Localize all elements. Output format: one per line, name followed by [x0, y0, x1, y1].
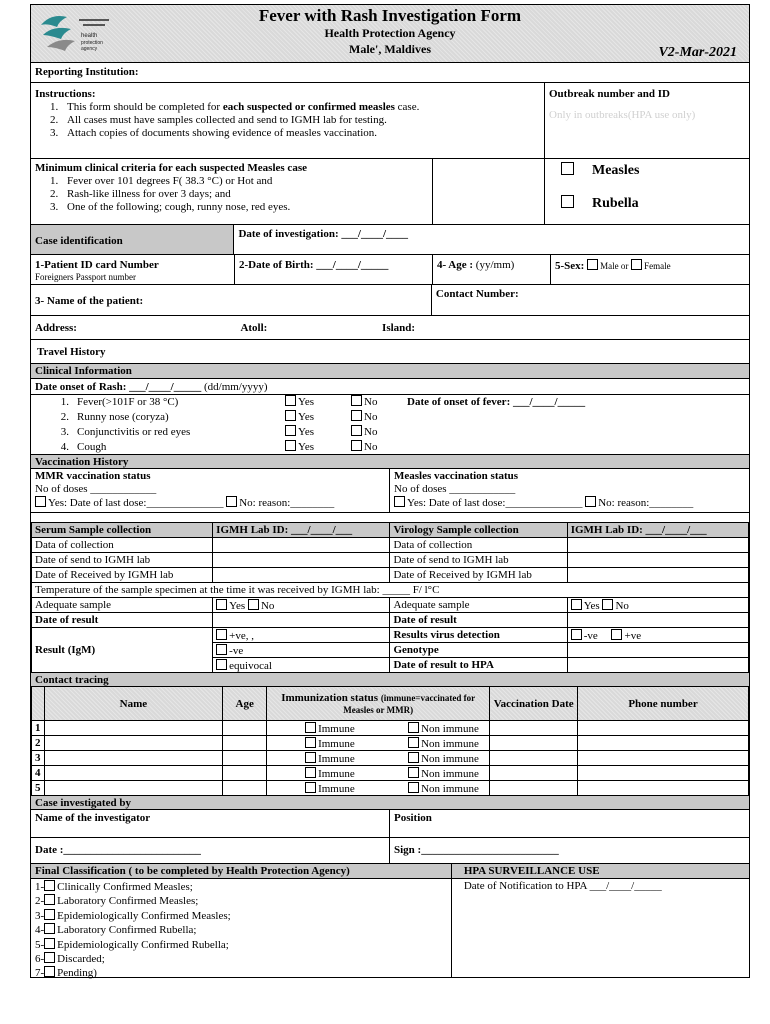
result-igm-label: Result (IgM) [32, 628, 213, 673]
serum-collection-label: Data of collection [32, 538, 213, 553]
symptom-row: 4. Cough Yes No [60, 441, 378, 453]
position-field[interactable]: Position [394, 812, 432, 824]
classification-checkbox[interactable] [44, 909, 55, 920]
instruction-item: 2. All cases must have samples collected and send to IGMH lab for testing. [61, 114, 540, 127]
table-row: 2 Immune Non immune [32, 736, 749, 751]
genotype-label: Genotype [390, 643, 567, 658]
virology-send-field[interactable] [567, 553, 748, 568]
classification-checkbox[interactable] [44, 966, 55, 977]
col-phone: Phone number [578, 687, 749, 721]
contact-tracing-heading: Contact tracing [35, 674, 109, 686]
patient-name-field[interactable]: 3- Name of the patient: [31, 285, 432, 315]
genotype-field[interactable] [567, 643, 748, 658]
clinical-heading-row [31, 364, 749, 379]
notification-date-field[interactable]: Date of Notification to HPA ___/____/_____ [463, 880, 662, 892]
classification-checkbox[interactable] [44, 952, 55, 963]
patient-id-field[interactable] [31, 255, 235, 284]
reporting-institution-field[interactable]: Reporting Institution: [35, 66, 139, 78]
igm-positive-checkbox[interactable] [216, 629, 227, 640]
hpa-surveillance-heading: HPA SURVEILLANCE USE [452, 864, 749, 879]
vaccination-heading-row [31, 455, 749, 469]
rash-onset-field[interactable]: Date onset of Rash: ___/____/_____ (dd/mm/yyyy) [35, 381, 268, 393]
investigator-name-field[interactable]: Name of the investigator [31, 810, 390, 837]
investigation-form [30, 4, 750, 978]
outbreak-block [545, 83, 749, 158]
classification-checkbox[interactable] [44, 894, 55, 905]
yes-checkbox[interactable] [285, 425, 296, 436]
virology-send-label: Date of send to IGMH lab [390, 553, 567, 568]
travel-row [31, 340, 749, 364]
contact-number-field[interactable]: Contact Number: [435, 288, 519, 300]
rubella-checkbox[interactable] [561, 195, 574, 208]
serum-send-field[interactable] [213, 553, 390, 568]
classification-item: 6- Discarded; [35, 953, 105, 966]
classification-item: 7- Pending)________________________________________ [35, 967, 317, 980]
serum-adequate-no-checkbox[interactable] [248, 599, 259, 610]
case-identification-heading: Case identification [31, 225, 234, 254]
patient-row [31, 255, 749, 285]
sign-field[interactable]: Sign :_________________________ [394, 844, 559, 856]
measles-checkbox[interactable] [561, 162, 574, 175]
no-checkbox[interactable] [351, 440, 362, 451]
symptom-row: 1. Fever(>101F or 38 °C) Yes No [60, 396, 378, 408]
atoll-field[interactable]: Atoll: [240, 322, 268, 334]
date-result-hpa-label: Date of result to HPA [390, 658, 567, 673]
symptom-row: 2. Runny nose (coryza) Yes No [60, 411, 378, 423]
investigation-date-field[interactable]: Date :_________________________ [31, 838, 390, 863]
serum-collection-field[interactable] [213, 538, 390, 553]
classification-item: 5- Epidemiologically Confirmed Rubella; [35, 938, 229, 951]
svg-text:agency: agency [81, 46, 98, 52]
classification-item: 2- Laboratory Confirmed Measles; [35, 895, 199, 908]
final-row [31, 864, 749, 980]
col-name: Name [44, 687, 223, 721]
serum-adequate-label: Adequate sample [32, 598, 213, 613]
virology-date-result-field[interactable] [567, 613, 748, 628]
virus-negative-checkbox[interactable] [571, 629, 582, 640]
form-title: Fever with Rash Investigation Form [258, 6, 522, 25]
table-row: 1 Immune Non immune [32, 721, 749, 736]
investigator-row [31, 810, 749, 838]
criteria-item: 3. One of the following; cough, runny nose, red eyes. [61, 201, 428, 214]
criteria-row [31, 159, 749, 225]
logo-text: health [81, 33, 98, 39]
serum-adequate-yes-checkbox[interactable] [216, 599, 227, 610]
temperature-field[interactable]: Temperature of the sample specimen at the time it was received by IGMH lab: _____ F/ l°C [32, 583, 749, 598]
sex-field: 5-Sex: Male or Female [555, 260, 671, 272]
table-row: 5 Immune Non immune [32, 781, 749, 796]
location: Male', Maldives [349, 42, 431, 56]
virus-detection-label: Results virus detection [390, 628, 567, 643]
measles-status-heading: Measles vaccination status [394, 470, 519, 482]
virology-received-field[interactable] [567, 568, 748, 583]
form-header [31, 5, 749, 63]
mmr-status-heading: MMR vaccination status [35, 470, 151, 482]
island-field[interactable]: Island: [382, 322, 416, 334]
symptoms-row [31, 395, 749, 455]
instruction-item: 3. Attach copies of documents showing evidence of measles vaccination. [61, 127, 540, 140]
table-row: 3 Immune Non immune [32, 751, 749, 766]
measles-label: Measles [592, 163, 640, 178]
address-field[interactable]: Address: [35, 322, 77, 334]
virology-adequate-label: Adequate sample [390, 598, 567, 613]
non-immune-checkbox[interactable] [408, 737, 419, 748]
measles-status-block: Measles vaccination status No of doses ____________ Yes: Date of last dose:______________ No: reason:________ [390, 469, 749, 512]
immune-checkbox[interactable] [305, 767, 316, 778]
virology-heading: Virology Sample collection [390, 523, 567, 538]
final-classification-heading: Final Classification ( to be completed by Health Protection Agency) [31, 864, 451, 879]
non-immune-checkbox[interactable] [408, 722, 419, 733]
samples-table: Serum Sample collection IGMH Lab ID: ___/____/___ Virology Sample collection IGMH Lab ID: ___/____/___ Data of collection Data of collection Date of send to IGMH lab Date of send to IGMH lab Date of Received by IGMH lab Date of Received by IGMH lab Temperature of the sample specimen at the time it was received by IGMH lab: _____ F/ l°C Adequate sample Yes No Adequate sample Yes No Date of result Date of result Result (IgM) +ve, , Results virus detection -ve +ve -ve Genotype equivocal Date of result to HPA [31, 522, 749, 673]
date-sign-row [31, 838, 749, 864]
fever-onset-field[interactable]: Date of onset of fever: ___/____/_____ [407, 396, 586, 408]
form-version: V2-Mar-2021 [658, 45, 737, 60]
serum-send-label: Date of send to IGMH lab [32, 553, 213, 568]
rubella-label: Rubella [592, 196, 639, 211]
mmr-no-checkbox[interactable] [226, 496, 237, 507]
final-classification-list [31, 879, 451, 982]
female-checkbox[interactable] [631, 259, 642, 270]
case-id-row [31, 225, 749, 255]
measles-yes-checkbox[interactable] [394, 496, 405, 507]
criteria-block [31, 159, 433, 224]
immune-checkbox[interactable] [305, 722, 316, 733]
measles-no-checkbox[interactable] [585, 496, 596, 507]
symptom-row: 3. Conjunctivitis or red eyes Yes No [60, 426, 378, 438]
criteria-item: 2. Rash-like illness for over 3 days; and [61, 188, 428, 201]
mmr-yes-checkbox[interactable] [35, 496, 46, 507]
igm-equivocal-checkbox[interactable] [216, 659, 227, 670]
serum-date-result-label: Date of result [32, 613, 213, 628]
virology-collection-label: Data of collection [390, 538, 567, 553]
sex-label: 5-Sex: [555, 260, 585, 272]
measles-doses-field[interactable]: No of doses ____________ [394, 483, 516, 495]
immune-checkbox[interactable] [305, 782, 316, 793]
agency-name: Health Protection Agency [324, 26, 456, 40]
virology-collection-field[interactable] [567, 538, 748, 553]
immune-checkbox[interactable] [305, 737, 316, 748]
mmr-doses-field[interactable]: No of doses ____________ [35, 483, 157, 495]
virus-positive-checkbox[interactable] [611, 629, 622, 640]
address-row [31, 316, 749, 340]
travel-history-field[interactable]: Travel History [37, 346, 106, 358]
col-age: Age [223, 687, 267, 721]
instructions-block [31, 83, 545, 158]
col-immunization: Immunization status (immune=vaccinated for Measles or MMR) [267, 687, 490, 721]
final-classification-block [31, 864, 452, 980]
criteria-heading: Minimum clinical criteria for each suspected Measles case [35, 162, 307, 174]
serum-heading: Serum Sample collection [32, 523, 213, 538]
table-row: 4 Immune Non immune [32, 766, 749, 781]
classification-item: 1- Clinically Confirmed Measles; [35, 881, 193, 893]
virology-adequate-yes-checkbox[interactable] [571, 599, 582, 610]
date-of-birth-field[interactable]: 2-Date of Birth: ___/____/_____ [235, 255, 433, 284]
disease-select [545, 159, 749, 224]
name-row [31, 285, 749, 316]
date-result-hpa-field[interactable] [567, 658, 748, 673]
rash-onset-row [31, 379, 749, 395]
reporting-row [31, 63, 749, 83]
non-immune-checkbox[interactable] [408, 767, 419, 778]
investigator-heading-row [31, 796, 749, 810]
instructions-heading: Instructions: [35, 88, 96, 100]
investigator-heading: Case investigated by [35, 797, 131, 809]
classification-checkbox[interactable] [44, 938, 55, 949]
contact-heading-row [31, 673, 749, 687]
classification-item: 4- Laboratory Confirmed Rubella; [35, 924, 197, 937]
virology-lab-id-field[interactable]: IGMH Lab ID: ___/____/___ [567, 523, 748, 538]
non-immune-checkbox[interactable] [408, 782, 419, 793]
virology-adequate-no-checkbox[interactable] [602, 599, 613, 610]
date-of-investigation-field[interactable]: Date of investigation: ___/____/____ [238, 228, 409, 240]
no-checkbox[interactable] [351, 425, 362, 436]
classification-checkbox[interactable] [44, 880, 55, 891]
symptom-list [31, 395, 411, 455]
virology-received-label: Date of Received by IGMH lab [390, 568, 567, 583]
instruction-item: 1. This form should be completed for each suspected or confirmed measles case. [61, 101, 540, 114]
classification-item: 3- Epidemiologically Confirmed Measles; [35, 909, 231, 922]
outbreak-heading: Outbreak number and ID [549, 88, 670, 100]
instructions-row [31, 83, 749, 159]
passport-label: Foreigners Passport number [35, 272, 136, 282]
outbreak-note: Only in outbreaks(HPA use only) [549, 109, 696, 121]
non-immune-checkbox[interactable] [408, 752, 419, 763]
serum-lab-id-field[interactable]: IGMH Lab ID: ___/____/___ [213, 523, 390, 538]
yes-checkbox[interactable] [285, 410, 296, 421]
vaccination-row [31, 469, 749, 513]
classification-checkbox[interactable] [44, 923, 55, 934]
male-checkbox[interactable] [587, 259, 598, 270]
contact-table [31, 686, 749, 796]
serum-received-label: Date of Received by IGMH lab [32, 568, 213, 583]
col-vaccination-date: Vaccination Date [490, 687, 578, 721]
virology-date-result-label: Date of result [390, 613, 567, 628]
criteria-item: 1. Fever over 101 degrees F( 38.3 °C) or Hot and [61, 175, 428, 188]
serum-received-field[interactable] [213, 568, 390, 583]
yes-checkbox[interactable] [285, 395, 296, 406]
immune-checkbox[interactable] [305, 752, 316, 763]
criteria-spacer [433, 159, 545, 224]
age-field[interactable]: 4- Age : (yy/mm) [433, 255, 551, 284]
clinical-heading: Clinical Information [35, 365, 132, 377]
igm-negative-checkbox[interactable] [216, 644, 227, 655]
hpa-surveillance-block [452, 864, 749, 977]
yes-checkbox[interactable] [285, 440, 296, 451]
no-checkbox[interactable] [351, 410, 362, 421]
mmr-status-block: MMR vaccination status No of doses ____________ Yes: Date of last dose:______________ No: reason:________ [31, 469, 390, 512]
patient-id-label: 1-Patient ID card Number [35, 259, 159, 271]
svg-text:protection: protection [81, 40, 103, 46]
vaccination-heading: Vaccination History [35, 456, 129, 468]
serum-date-result-field[interactable] [213, 613, 390, 628]
no-checkbox[interactable] [351, 395, 362, 406]
